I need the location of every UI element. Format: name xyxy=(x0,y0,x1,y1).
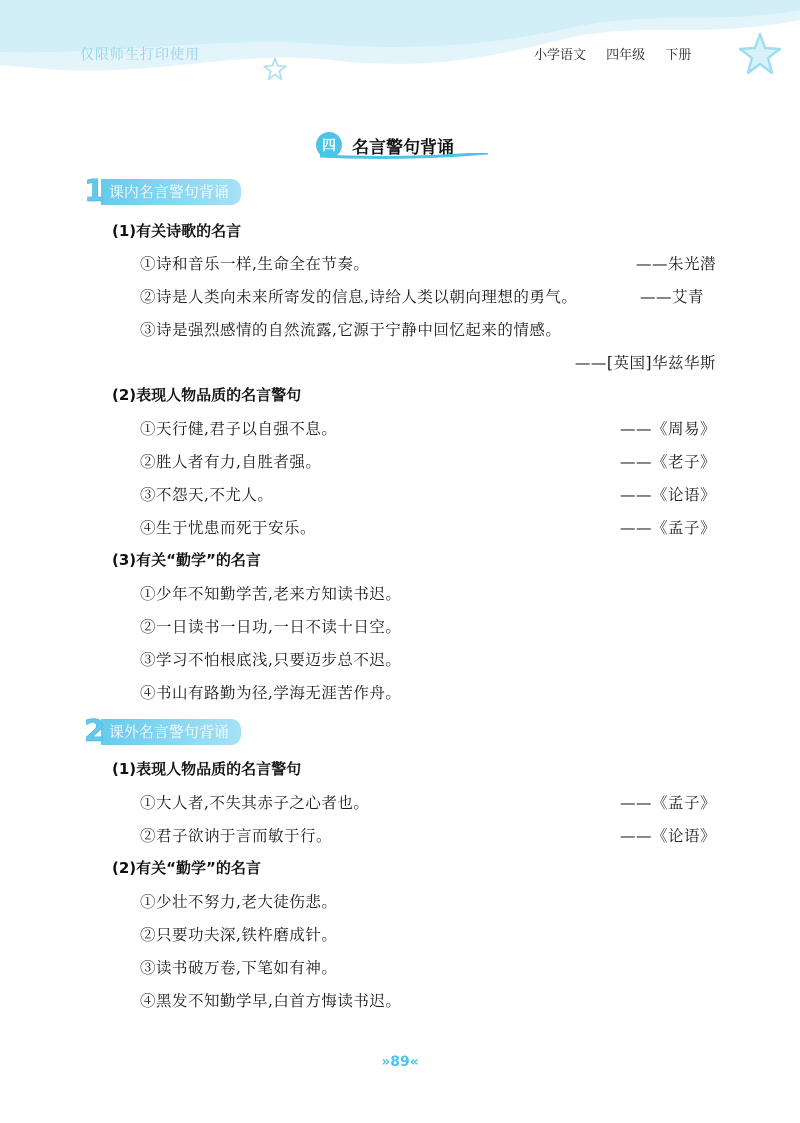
list-item xyxy=(140,824,716,846)
quote-text: ③学习不怕根底浅,只要迈步总不迟。 xyxy=(140,651,402,669)
part-number: 1 xyxy=(84,174,105,209)
list-item xyxy=(140,351,716,373)
list-item xyxy=(140,285,716,307)
chevron-right-icon: » xyxy=(381,1054,391,1070)
star-icon xyxy=(262,56,288,82)
list-item xyxy=(140,923,716,945)
list-item xyxy=(140,450,716,472)
group-heading: (1)表现人物品质的名言警句 xyxy=(112,760,302,778)
quote-text: ①天行健,君子以自强不息。 xyxy=(140,420,338,438)
part-number: 2 xyxy=(84,714,105,749)
section-number-badge: 四 xyxy=(316,132,342,158)
quote-text: ①诗和音乐一样,生命全在节奏。 xyxy=(140,255,370,273)
quote-text: ④书山有路勤为径,学海无涯苦作舟。 xyxy=(140,684,402,702)
list-item xyxy=(140,582,716,604)
part-heading-1 xyxy=(84,176,241,208)
section-title-text: 名言警句背诵 xyxy=(352,137,454,158)
quote-text: ④黑发不知勤学早,白首方悔读书迟。 xyxy=(140,992,402,1010)
list-item xyxy=(140,483,716,505)
quote-source: ——《老子》 xyxy=(619,453,716,471)
part-title: 课外名言警句背诵 xyxy=(101,719,241,745)
watermark-text: 仅限师生打印使用 xyxy=(80,47,200,63)
group-heading: (2)有关“勤学”的名言 xyxy=(112,859,261,877)
grade-label: 四年级 xyxy=(606,48,646,63)
quote-source: ——[英国]华兹华斯 xyxy=(574,354,716,372)
group-heading: (3)有关“勤学”的名言 xyxy=(112,551,261,569)
quote-text: ②胜人者有力,自胜者强。 xyxy=(140,453,322,471)
quote-text: ②诗是人类向未来所寄发的信息,诗给人类以朝向理想的勇气。 xyxy=(140,288,578,306)
quote-text: ③诗是强烈感情的自然流露,它源于宁静中回忆起来的情感。 xyxy=(140,321,562,339)
quote-source: ——《论语》 xyxy=(619,486,716,504)
subject-label: 小学语文 xyxy=(534,48,587,63)
header-info xyxy=(534,44,707,63)
quote-source: ——朱光潜 xyxy=(635,255,716,273)
list-item xyxy=(140,417,716,439)
part-heading-2 xyxy=(84,716,241,748)
quote-text: ①少年不知勤学苦,老来方知读书迟。 xyxy=(140,585,402,603)
list-item xyxy=(140,648,716,670)
list-item xyxy=(140,681,716,703)
quote-source: ——《周易》 xyxy=(619,420,716,438)
quote-source: ——《论语》 xyxy=(619,827,716,845)
quote-text: ②君子欲讷于言而敏于行。 xyxy=(140,827,333,845)
list-item xyxy=(140,791,716,813)
quote-text: ③读书破万卷,下笔如有神。 xyxy=(140,959,338,977)
chevron-left-icon: « xyxy=(409,1054,419,1070)
quote-source: ——艾青 xyxy=(639,288,704,306)
page-number xyxy=(376,1054,424,1070)
quote-text: ①大人者,不失其赤子之心者也。 xyxy=(140,794,370,812)
page-number-text: 89 xyxy=(390,1054,410,1070)
quote-source: ——《孟子》 xyxy=(619,794,716,812)
list-item xyxy=(140,318,716,340)
volume-label: 下册 xyxy=(665,48,692,63)
quote-text: ②只要功夫深,铁杵磨成针。 xyxy=(140,926,338,944)
star-icon xyxy=(736,30,784,78)
quote-text: ②一日读书一日功,一日不读十日空。 xyxy=(140,618,402,636)
list-item xyxy=(140,252,716,274)
part-title: 课内名言警句背诵 xyxy=(101,179,241,205)
list-item xyxy=(140,516,716,538)
quote-text: ③不怨天,不尤人。 xyxy=(140,486,274,504)
quote-text: ④生于忧患而死于安乐。 xyxy=(140,519,317,537)
list-item xyxy=(140,890,716,912)
list-item xyxy=(140,956,716,978)
list-item xyxy=(140,615,716,637)
list-item xyxy=(140,989,716,1011)
section-underline-decoration xyxy=(320,153,488,159)
group-heading: (1)有关诗歌的名言 xyxy=(112,222,242,240)
quote-text: ①少壮不努力,老大徒伤悲。 xyxy=(140,893,338,911)
quote-source: ——《孟子》 xyxy=(619,519,716,537)
group-heading: (2)表现人物品质的名言警句 xyxy=(112,386,302,404)
